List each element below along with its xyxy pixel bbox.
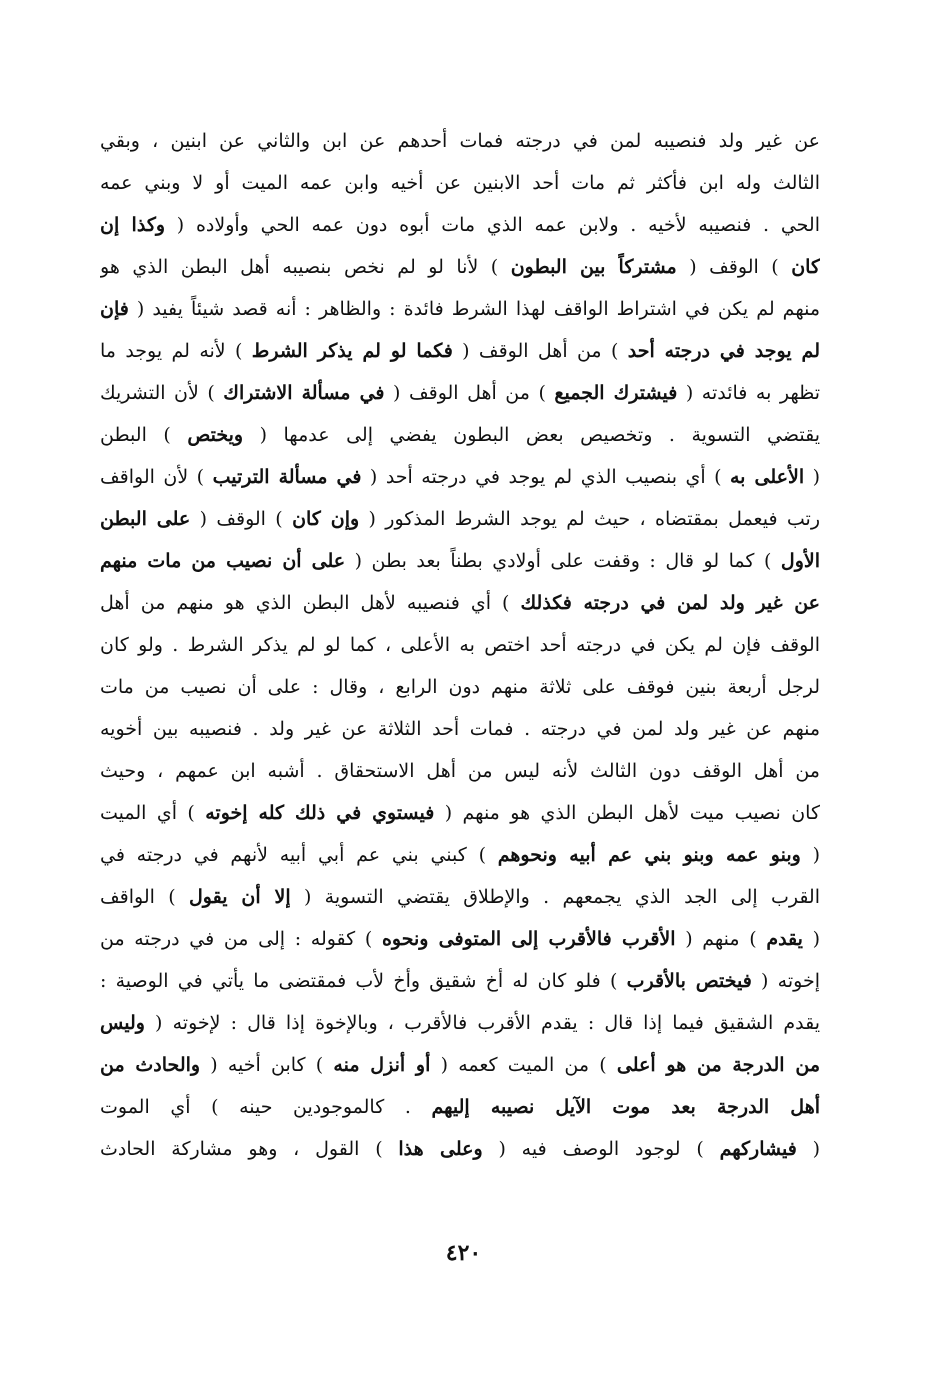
bold-text-segment: أهل الدرجة بعد موت الآيل نصيبه إليهم: [431, 1096, 820, 1118]
text-line: [100, 246, 820, 288]
bold-text-segment: الأول: [780, 550, 820, 572]
text-segment: ) لأنا لو لم نخص بنصيبه أهل البطن الذي هو: [100, 256, 511, 278]
text-segment: ) الوقف (: [676, 256, 792, 278]
text-segment: ) أي بنصيب الذي لم يوجد في درجته أحد (: [361, 466, 730, 488]
text-line: [100, 204, 820, 246]
bold-text-segment: وليس: [100, 1012, 145, 1034]
bold-text-segment: فكما لو لم يذكر الشرط: [251, 340, 453, 362]
text-line: [100, 624, 820, 666]
text-segment: ) من أهل الوقف (: [452, 340, 628, 362]
bold-text-segment: ويختص: [187, 424, 244, 446]
text-segment: منهم عن غير ولد لمن في درجته . فمات أحد الثلاثة عن غير ولد . فنصيبه بين أخويه: [100, 718, 820, 740]
bold-text-segment: الأقرب فالأقرب إلى المتوفى ونحوه: [381, 928, 676, 950]
text-segment: منهم لم يكن في اشتراط الواقف لهذا الشرط فائدة : والظاهر : أنه قصد شيئاً يفيد (: [128, 298, 820, 320]
text-line: [100, 792, 820, 834]
text-segment: الثالث وله ابن فأكثر ثم مات أحد الابنين عن أخيه وابن عمه الميت أو لا وبني عمه: [100, 172, 820, 194]
text-segment: ) أي فنصيبه لأهل البطن الذي هو منهم من أهل: [100, 592, 521, 614]
text-segment: القرب إلى الجد الذي يجمعهم . والإطلاق يقتضي التسوية (: [290, 886, 820, 908]
text-segment: ) من الميت كعمه (: [430, 1054, 617, 1076]
bold-text-segment: عن غير ولد لمن في درجته فكذلك: [520, 592, 820, 614]
text-segment: يقدم الشقيق فيما إذا قال : يقدم الأقرب فالأقرب ، وبالإخوة إذا قال : لإخوته (: [144, 1012, 820, 1034]
bold-text-segment: وعلى هذا: [398, 1138, 483, 1160]
text-line: [100, 1002, 820, 1044]
bold-text-segment: كان: [791, 256, 820, 278]
text-segment: (: [804, 466, 820, 488]
bold-text-segment: وإن كان: [292, 508, 360, 530]
text-segment: ) القول ، وهو مشاركة الحادث: [100, 1138, 399, 1160]
bold-text-segment: في مسألة الاشتراك: [223, 382, 385, 404]
page-number: ٤٢٠: [445, 1240, 482, 1266]
text-line: [100, 1128, 820, 1170]
text-line: [100, 960, 820, 1002]
text-line: [100, 330, 820, 372]
text-line: [100, 666, 820, 708]
text-line: [100, 876, 820, 918]
text-segment: ) منهم (: [675, 928, 767, 950]
text-segment: لرجل أربعة بنين فوقف على ثلاثة منهم دون الرابع ، وقال : على أن نصيب من مات: [100, 676, 820, 698]
text-segment: من أهل الوقف دون الثالث لأنه ليس من أهل الاستحقاق . أشبه ابن عمهم ، وحيث: [100, 760, 820, 782]
text-segment: ) كبني بني عم أبي أبيه لأنهم في درجته في: [100, 844, 498, 866]
text-segment: الحي . فنصيبه لأخيه . ولابن عمه الذي مات أبوه دون عمه الحي وأولاده (: [165, 214, 820, 236]
text-segment: ) لأنه لم يوجد ما: [100, 340, 252, 362]
text-segment: ) لأن التشريك: [100, 382, 224, 404]
text-line: [100, 372, 820, 414]
bold-text-segment: على البطن: [100, 508, 191, 530]
text-segment: ) من أهل الوقف (: [384, 382, 555, 404]
text-segment: كان نصيب ميت لأهل البطن الذي هو منهم (: [434, 802, 820, 824]
text-segment: (: [800, 844, 820, 866]
text-line: [100, 582, 820, 624]
text-line: [100, 414, 820, 456]
text-line: [100, 1044, 820, 1086]
bold-text-segment: لم يوجد في درجته أحد: [627, 340, 820, 362]
text-line: [100, 162, 820, 204]
bold-text-segment: الأعلى به: [730, 466, 805, 488]
bold-text-segment: والحادث من: [100, 1054, 201, 1076]
text-segment: رتب فيعمل بمقتضاه ، حيث لم يوجد الشرط المذكور (: [359, 508, 820, 530]
text-segment: ) الوقف (: [190, 508, 293, 530]
text-segment: تظهر به فائدته (: [677, 382, 820, 404]
text-line: [100, 540, 820, 582]
bold-text-segment: مشتركاً بين البطون: [510, 256, 677, 278]
text-line: [100, 708, 820, 750]
text-segment: ) كما لو قال : وقفت على أولادي بطناً بعد بطن (: [345, 550, 781, 572]
text-segment: يقتضي التسوية . وتخصيص بعض البطون يفضي إلى عدمها (: [243, 424, 820, 446]
text-line: [100, 288, 820, 330]
text-segment: الوقف فإن لم يكن في درجته أحد اختص به الأعلى ، كما لو لم يذكر الشرط . ولو كان: [100, 634, 820, 656]
text-segment: . كالموجودين حينه ) أي الموت: [100, 1096, 432, 1118]
bold-text-segment: وكذا إن: [100, 214, 166, 236]
text-segment: ) البطن: [100, 424, 188, 446]
text-segment: ) كابن أخيه (: [200, 1054, 334, 1076]
bold-text-segment: فيشاركهم: [719, 1138, 797, 1160]
text-segment: ) الواقف: [100, 886, 189, 908]
text-segment: عن غير ولد فنصيبه لمن في درجته فمات أحدهم عن ابن والثاني عن ابنين ، وبقي: [100, 130, 820, 152]
bold-text-segment: على أن نصيب من مات منهم: [100, 550, 346, 572]
text-segment: ) لأن الواقف: [100, 466, 213, 488]
bold-text-segment: فيشترك الجميع: [554, 382, 678, 404]
bold-text-segment: فيستوي في ذلك كله إخوته: [205, 802, 435, 824]
bold-text-segment: من الدرجة من هو أعلى: [616, 1054, 820, 1076]
text-segment: (: [796, 1138, 820, 1160]
text-line: [100, 918, 820, 960]
bold-text-segment: في مسألة الترتيب: [212, 466, 362, 488]
page-text-body: [100, 120, 820, 1170]
text-segment: ) أي الميت: [100, 802, 206, 824]
text-segment: إخوته (: [751, 970, 820, 992]
bold-text-segment: فإن: [100, 298, 129, 320]
text-segment: ) كقوله : إلى من في درجته من: [100, 928, 382, 950]
text-line: [100, 834, 820, 876]
text-line: [100, 750, 820, 792]
text-line: [100, 1086, 820, 1128]
text-line: [100, 120, 820, 162]
bold-text-segment: وبنو عمه وبنو بني عم أبيه ونحوهم: [497, 844, 801, 866]
text-segment: ) لوجود الوصف فيه (: [482, 1138, 720, 1160]
bold-text-segment: فيختص بالأقرب: [626, 970, 752, 992]
text-line: [100, 456, 820, 498]
bold-text-segment: أو أنزل منه: [333, 1054, 431, 1076]
text-segment: (: [802, 928, 820, 950]
bold-text-segment: يقدم: [766, 928, 803, 950]
text-segment: ) فلو كان له أخ شقيق وأخ لأب فمقتضى ما يأتي في الوصية :: [100, 970, 627, 992]
text-line: [100, 498, 820, 540]
bold-text-segment: إلا أن يقول: [188, 886, 291, 908]
